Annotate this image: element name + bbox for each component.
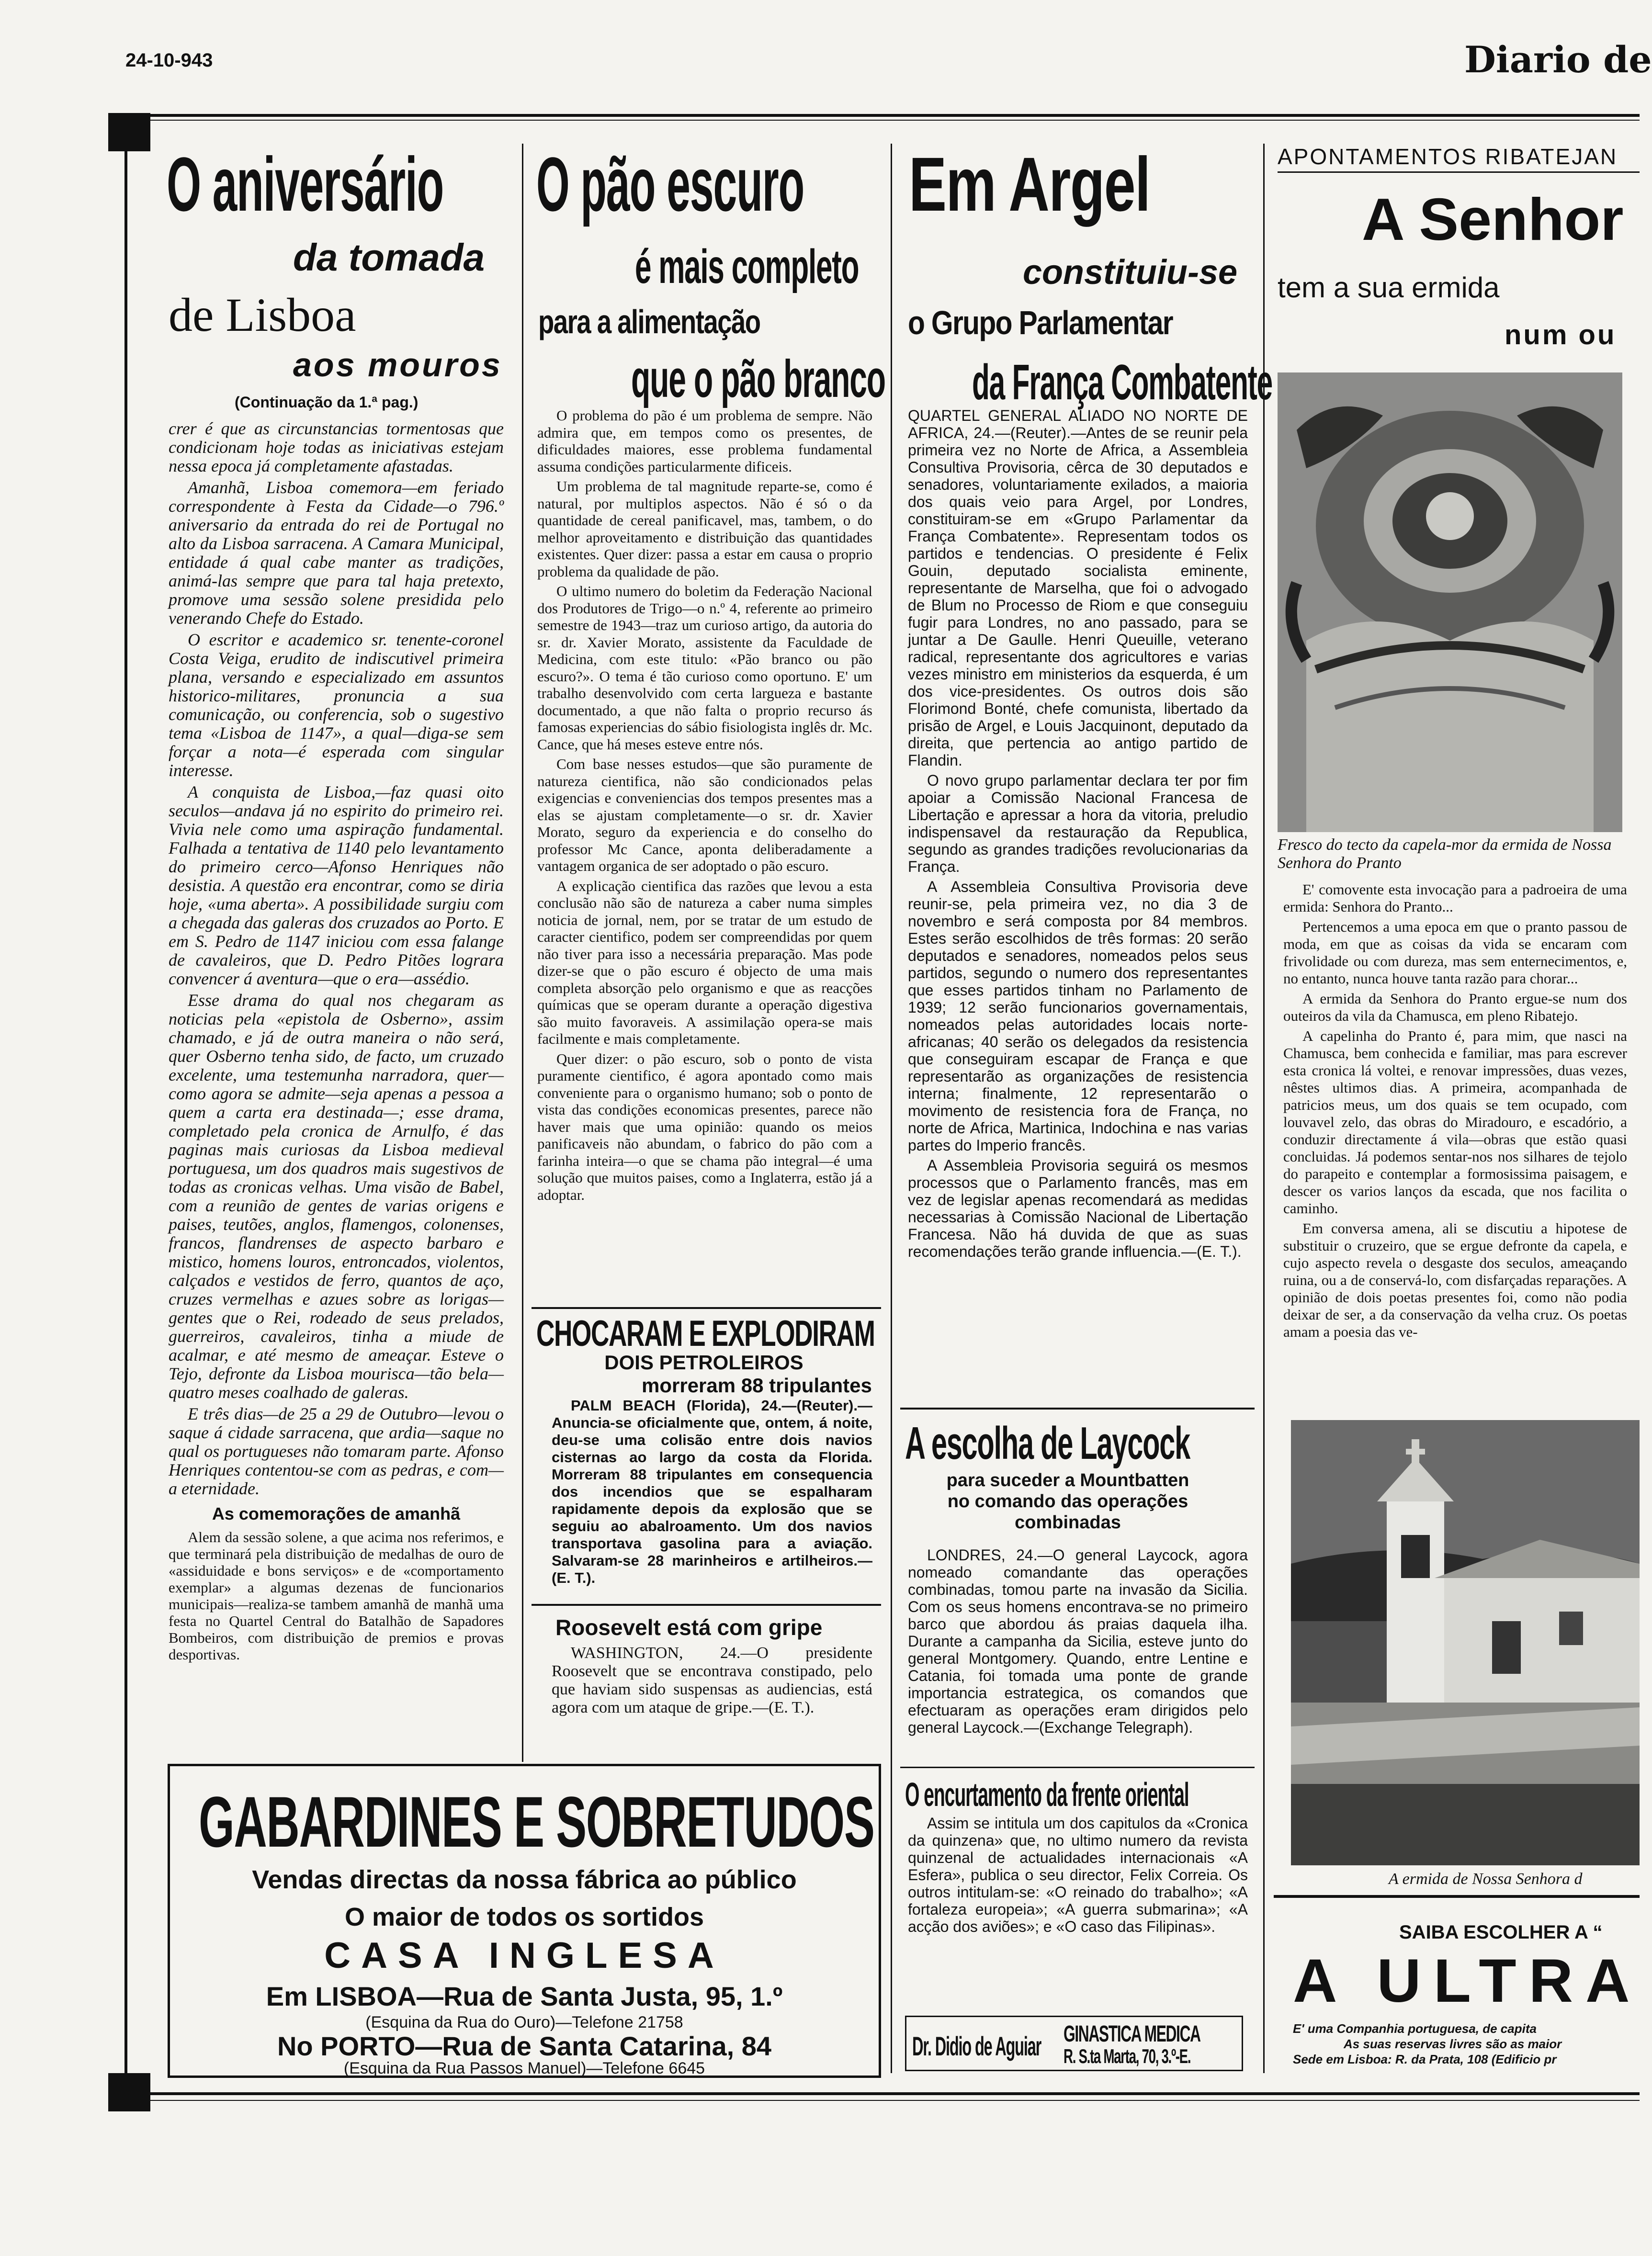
- doctor-ad: [905, 2016, 1243, 2071]
- col-divider-2: [891, 144, 892, 2073]
- ultra-ad-brand: A ULTRA: [1293, 1947, 1642, 2015]
- box-3-subtitle: para suceder a Mountbatten no comando das operações combinadas: [946, 1470, 1189, 1533]
- article-3-paragraph: O novo grupo parlamentar declara ter por fim apoiar a Comissão Nacional Francesa de Libertação e apressar a hora da vitoria, preludio indispensavel da restauração da Republica, segundo as grandes tradições revolucionarias da França.: [908, 772, 1248, 875]
- article-4-kicker: APONTAMENTOS RIBATEJAN: [1278, 144, 1618, 169]
- fresco-caption: Fresco do tecto da capela-mor da ermida de Nossa Senhora do Pranto: [1278, 836, 1612, 872]
- article-3-subtitle-1: constituiu-se: [1023, 253, 1238, 292]
- box-1-text: PALM BEACH (Florida), 24.—(Reuter).—Anuncia-se oficialmente que, ontem, á noite, deu-se uma colisão entre dois navios cisternas ao largo da costa da Florida. Morreram 88 tripulantes em consequencia dos incendios que se espalharam rapidamente depois da explosão que se seguiu ao abalroamento. Um dos navios transportava gasolina para a aviação. Salvaram-se 28 marinheiros e artilheiros.—(E. T.).: [552, 1397, 872, 1586]
- ad-line-1: Vendas directas da nossa fábrica ao público: [252, 1865, 797, 1894]
- ultra-ad-line-1: E' uma Companhia portuguesa, de capita: [1293, 2021, 1537, 2036]
- corner-block-top: [108, 113, 150, 151]
- article-3-subtitle-3: da França Combatente: [972, 355, 1273, 410]
- article-4-subtitle-2: num ou: [1505, 319, 1617, 350]
- article-4-paragraph: Em conversa amena, ali se discutiu a hipotese de substituir o cruzeiro, que se ergue defronte da capela, e cujo aspecto revela o desgaste dos seculos, ameaçando ruina, ou a de conservá-lo, com disfarçadas reparações. A opinião de dois poetas presentes foi, como não podia deixar de ser, a da conservação da velha cruz. Os poetas amam a poesia das ve-: [1283, 1220, 1627, 1340]
- box-4-text: Assim se intitula um dos capitulos da «Cronica da quinzena» que, no ultimo numero da revista quinzenal de actualidades internacionais «A Esfera», publica o seu director, Felix Correia. Os outros intitulam-se: «O reinado do trabalho»; «A fortaleza europeia»; «A guerra submarina»; «A acção dos aviões»; e «O caso das Filipinas».: [908, 1815, 1248, 1935]
- col-divider-3: [1263, 144, 1265, 2073]
- article-4-paragraph: A ermida da Senhora do Pranto ergue-se num dos outeiros da vila da Chamusca, em pleno Ribatejo.: [1283, 990, 1627, 1024]
- doctor-ad-name: Dr. Didio de Aguiar: [912, 2031, 1041, 2061]
- box-3-title: A escolha de Laycock: [905, 1418, 1190, 1469]
- article-3-paragraph: QUARTEL GENERAL ALIADO NO NORTE DE AFRICA, 24.—(Reuter).—Antes de se reunir pela primeira vez no Norte de Africa, a Assembleia Consultiva Provisoria, cêrca de 30 deputados e senadores, voluntariamente exilados, a maioria dos quais veio para Argel, por Londres, constituiram-se em «Grupo Parlamentar da França Combatente». Representam todos os partidos e tendencias. O presidente é Felix Gouin, deputado socialista eminente, representante de Marselha, que foi o advogado de Blum no Processo de Riom e que conseguiu fugir para Londres, no ano passado, para se juntar a De Gaulle. Henri Queuille, veterano radical, representante dos agricultores e varias vezes ministro em ministerios da esquerda, é um dos vice-presidentes. Os outros dois são Florimond Bonté, chefe comunista, libertado da prisão de Argel, e Louis Jacquinont, deputado da direita, que pertencia ao antigo partido de Flandin.: [908, 407, 1248, 769]
- article-3-title: Em Argel: [909, 141, 1150, 227]
- article-4-subtitle-1: tem a sua ermida: [1278, 271, 1500, 304]
- article-1-body: [169, 419, 504, 1663]
- article-4-title: A Senhor: [1362, 187, 1624, 253]
- col-divider-1: [522, 144, 523, 1762]
- article-1-continuation: (Continuação da 1.ª pag.): [235, 394, 419, 411]
- casa-inglesa-ad: [168, 1764, 881, 2078]
- article-1-paragraph: crer é que as circunstancias tormentosas que condicionam hoje todas as iniciativas estejam nessa epoca já completamente afastadas.: [169, 419, 504, 475]
- article-1-paragraph: Alem da sessão solene, a que acima nos referimos, e que terminará pela distribuição de medalhas de ouro de «assiduidade e bons serviços» e de «comportamento exemplar» a algumas dezenas de funcionarios municipais—realiza-se tambem amanhã de manhã uma festa no Quartel Central do Batalhão de Sapadores Bombeiros, com distribuição de premios e provas desportivas.: [169, 1529, 504, 1663]
- article-2-paragraph: A explicação cientifica das razões que levou a esta conclusão não são de natureza a caber numa simples noticia de jornal, nem, por se tratar de um estudo de caracter cientifico, podem ser compreendidas por quem não tiver para isso a necessária preparação. Mas pode dizer-se que o pão escuro é objecto de uma mais completa absorção pelo organismo e que as reacções químicas que se operam durante a operação digestiva são muito favoraveis. A assimilação opera-se mais facilmente e mais completamente.: [537, 877, 872, 1047]
- ultra-ad-line-2: As suas reservas livres são as maior: [1344, 2037, 1562, 2051]
- box-1-subtitle-2: morreram 88 tripulantes: [642, 1374, 872, 1397]
- fresco-photo: [1278, 372, 1622, 832]
- article-3-paragraph: A Assembleia Provisoria seguirá os mesmos processos que o Parlamento francês, mas em vez de legislar apenas recomendará as medidas necessarias à Comissão Nacional de Libertação Francesa. Não há duvida de que as suas recomendações terão grande influencia.—(E. T.).: [908, 1157, 1248, 1260]
- article-3-subtitle-2: o Grupo Parlamentar: [908, 304, 1173, 341]
- doctor-ad-title: GINASTICA MEDICA: [1064, 2021, 1200, 2047]
- article-1-paragraph: O escritor e academico sr. tenente-coronel Costa Veiga, erudito de indiscutivel primeira plana, versando e especializado em assuntos historico-militares, pronuncia a sua comunicação, ou conferencia, sob o sugestivo tema «Lisboa de 1147», a qual—diga-se sem forçar a nota—é esperada com singular interesse.: [169, 630, 504, 780]
- article-4-kicker-rule: [1278, 171, 1640, 173]
- box-1-bottom-rule: [532, 1604, 881, 1606]
- page-date: 24-10-943: [125, 50, 213, 71]
- ad-porto: No PORTO—Rua de Santa Catarina, 84: [277, 2031, 772, 2061]
- article-3-body: [908, 407, 1248, 1403]
- article-4-paragraph: E' comovente esta invocação para a padroeira de uma ermida: Senhora do Pranto...: [1283, 881, 1627, 915]
- article-1-subhead: As comemorações de amanhã: [212, 1504, 461, 1523]
- article-4-paragraph: Pertencemos a uma epoca em que o pranto passou de moda, em que as coisas da vida se encaram com frivolidade ou com dureza, mas sem enternecimentos, e, no entanto, nunca houve tanta razão para chorar...: [1283, 918, 1627, 987]
- doctor-ad-address: R. S.ta Marta, 70, 3.º-E.: [1064, 2045, 1191, 2067]
- ultra-ad: [1274, 1900, 1640, 2072]
- article-4-paragraph: A capelinha do Pranto é, para mim, que nasci na Chamusca, bem conhecida e familiar, mas para escrever esta cronica lá voltei, e renovar impressões, duas vezes, nêstes ultimos dias. A primeira, acompanhada de patricios meus, um dos quais se tem ocupado, com louvavel zelo, das obras do Miradouro, e escadório, a conduzir directamente á vila—obras que estão quasi concluidas. Já podemos sentar-nos nos silhares de tejolo do parapeito e contemplar a formosissima paisagem, e descer os varios lanços da escada, que nos facilita o caminho.: [1283, 1027, 1627, 1217]
- article-2-subtitle-3: que o pão branco: [631, 350, 885, 408]
- box-1-subtitle: DOIS PETROLEIROS: [604, 1351, 803, 1374]
- box-1-title: CHOCARAM E EXPLODIRAM: [536, 1313, 875, 1354]
- box-4-title: O encurtamento da frente oriental: [905, 1776, 1189, 1813]
- article-1-title: O aniversário: [167, 141, 444, 227]
- article-2-body: [537, 407, 872, 1307]
- ad-porto-sub: (Esquina da Rua Passos Manuel)—Telefone 6645: [343, 2059, 705, 2077]
- box-2-title: Roosevelt está com gripe: [555, 1615, 823, 1640]
- footer-rule: [108, 2092, 1640, 2095]
- article-2-title: O pão escuro: [536, 141, 804, 227]
- article-3-paragraph: A Assembleia Consultiva Provisoria deve reunir-se, pela primeira vez, no dia 3 de novembro e será composta por 84 membros. Estes serão escolhidos de três formas: 20 serão deputados e senadores, nomeados pelos seus partidos, segundo o numero dos representantes que esses partidos tinham no Parlamento de 1939; 12 serão funcionarios governamentais, nomeados pelas autoridades locais norte-africanas; 40 serão os delegados da resistencia que conseguiram escapar de França e que representarão as organizações de resistencia interna; finalmente, 12 representarão o movimento de resistencia fora de França, no norte de Africa, Martinica, Indochina e nas varias partes do Imperio francês.: [908, 878, 1248, 1154]
- article-1-subtitle-2: de Lisboa: [169, 288, 356, 341]
- article-4-body: [1283, 881, 1627, 1408]
- article-1-subtitle-3: aos mouros: [293, 346, 502, 384]
- left-border: [124, 144, 127, 2107]
- article-2-paragraph: O problema do pão é um problema de sempre. Não admira que, em tempos como os presentes, de dificuldades maiores, esse problema fundamental assuma condições particularmente dificeis.: [537, 407, 872, 475]
- ultra-ad-top: SAIBA ESCOLHER A “: [1399, 1922, 1603, 1943]
- article-1-subtitle-1: da tomada: [293, 236, 485, 279]
- article-2-subtitle-2: para a alimentação: [538, 303, 760, 340]
- header-rule-thin: [108, 120, 1640, 121]
- chapel-caption: A ermida de Nossa Senhora d: [1389, 1870, 1583, 1888]
- article-1-paragraph: Esse drama do qual nos chegaram as noticias pela «epistola de Osberno», assim chamado, e já de outra maneira o não será, quer Osberno tenha sido, de facto, um cruzado excelente, uma testemunha narradora, quer—como agora se admite—seja apenas a pessoa a quem a carta era destinada—; esse drama, completado pela cronica de Arnulfo, é das paginas mais curiosas da Lisboa medieval portuguesa, um dos quadros mais sugestivos de todas as cronicas velhas. Uma visão de Babel, com a reunião de gentes de varias origens e paises, teutões, anglos, flamengos, colonenses, francos, flandrenses de aspecto barbaro e mistico, homens louros, entroncados, violentos, calçados e vestidos de ferro, quantos de aço, cruzes vermelhas e azues sobre as lorigas—gentes que o Rei, rodeado de seus prelados, guerreiros, cavaleiros, tinha a miude de acalmar, e até mesmo de ameaçar. Esteve o Tejo, defronte da Lisboa mourisca—tão bela—quatro meses coalhado de galeras.: [169, 991, 504, 1402]
- box-3-top-rule: [900, 1408, 1255, 1410]
- box-1-top-rule: [532, 1307, 881, 1309]
- article-2-paragraph: Com base nesses estudos—que são puramente de natureza cientifica, não são condicionados pelas exigencias e conveniencias dos tempos presentes mas a elas se ajustam completamente—o sr. dr. Xavier Morato, seguro da experiencia e do conselho do professor Mc Cance, aponta deliberadamente a vantagem organica de ser adoptado o pão escuro.: [537, 756, 872, 874]
- article-1-paragraph: E três dias—de 25 a 29 de Outubro—levou o saque á cidade sarracena, que ardia—saque no qual os portugueses não tomaram parte. Afonso Henriques contentou-se com as pedras, e com—a eternidade.: [169, 1404, 504, 1498]
- article-2-paragraph: Um problema de tal magnitude reparte-se, como é natural, por multiplos aspectos. Não é só o da quantidade de cereal panificavel, mas, tambem, o do melhor aproveitamento e distribuição das quantidades existentes. Quer dizer: passa a estar em causa o proprio problema da qualidade de pão.: [537, 478, 872, 580]
- ad-title: GABARDINES E SOBRETUDOS: [199, 1782, 874, 1862]
- chapel-image: [1291, 1420, 1640, 1865]
- ad-lisboa-sub: (Esquina da Rua do Ouro)—Telefone 21758: [365, 2013, 683, 2031]
- article-2-paragraph: Quer dizer: o pão escuro, sob o ponto de vista puramente cientifico, é agora apontado como mais conveniente para o organismo humano; sob o ponto de vista das condições economicas presentes, parece não haver mais que uma opinião: quando os meios panificaveis não abundam, o fabrico do pão com a farinha inteira—o que se chama pão integral—é uma solução que muitos paises, como a Inglaterra, estão já a adoptar.: [537, 1050, 872, 1203]
- ultra-ad-rule: [1274, 1895, 1640, 1898]
- box-2-text: WASHINGTON, 24.—O presidente Roosevelt que se encontrava constipado, pelo que haviam sido suspensas as audiencias, está agora com um ataque de gripe.—(E. T.).: [552, 1644, 872, 1716]
- article-2-subtitle-1: é mais completo: [635, 240, 859, 293]
- article-2-paragraph: O ultimo numero do boletim da Federação Nacional dos Produtores de Trigo—o n.º 4, referente ao primeiro semestre de 1943—traz um curioso artigo, da autoria do sr. dr. Xavier Morato, assistente da Faculdade de Medicina, com este titulo: «Pão branco ou pão escuro?». O tema é tão curioso como oportuno. E' um trabalho desenvolvido com certa largueza e bastante documentado, a que não falta o proprio recurso ás famosas experiencias do sábio fisiologista inglês dr. Mc. Cance, que há meses esteve entre nós.: [537, 583, 872, 753]
- ad-line-2: O maior de todos os sortidos: [344, 1903, 704, 1931]
- box-3-text: LONDRES, 24.—O general Laycock, agora nomeado comandante das operações combinadas, tomou parte na invasão da Sicilia. Com os seus homens encontrava-se no primeiro barco que abordou ás praias daquela ilha. Durante a campanha da Sicilia, esteve junto do general Montgomery. Quando, entre Lentine e Catania, foi tomada uma ponte de grande importancia estrategica, os comandos que efectuaram as operações eram dirigidos pelo general Laycock.—(Exchange Telegraph).: [908, 1546, 1248, 1736]
- ad-brand: CASA INGLESA: [324, 1935, 724, 1976]
- fresco-image: [1278, 372, 1622, 832]
- box-4-top-rule: [900, 1767, 1255, 1768]
- footer-rule-thin: [108, 2100, 1640, 2101]
- ad-lisboa: Em LISBOA—Rua de Santa Justa, 95, 1.º: [266, 1981, 783, 2011]
- masthead: Diario de: [1464, 38, 1652, 81]
- ultra-ad-line-3: Sede em Lisboa: R. da Prata, 108 (Edificio pr: [1293, 2052, 1557, 2066]
- chapel-photo: [1291, 1420, 1640, 1865]
- header-rule: [108, 114, 1640, 117]
- article-1-paragraph: Amanhã, Lisboa comemora—em feriado correspondente à Festa da Cidade—o 796.º aniversario da entrada do rei de Portugal no alto da Lisboa sarracena. A Camara Municipal, entidade á qual cabe manter as tradições, animá-las sempre que para tal haja pretexto, promove uma sessão solene presidida pelo venerando Chefe do Estado.: [169, 478, 504, 628]
- article-1-paragraph: A conquista de Lisboa,—faz quasi oito seculos—andava já no espirito do primeiro rei. Vivia nele como uma aspiração fundamental. Falhada a tentativa de 1140 pelo levantamento do primeiro cerco—Afonso Henriques não desistia. A questão era encontrar, como se diria hoje, «uma aberta». A possibilidade surgiu com a chegada das galeras dos cruzados ao Porto. E em S. Pedro de 1147 iniciou com essa falange de cavaleiros, que D. Pedro Pitões lograra convencer á aventura—que o era—assédio.: [169, 782, 504, 988]
